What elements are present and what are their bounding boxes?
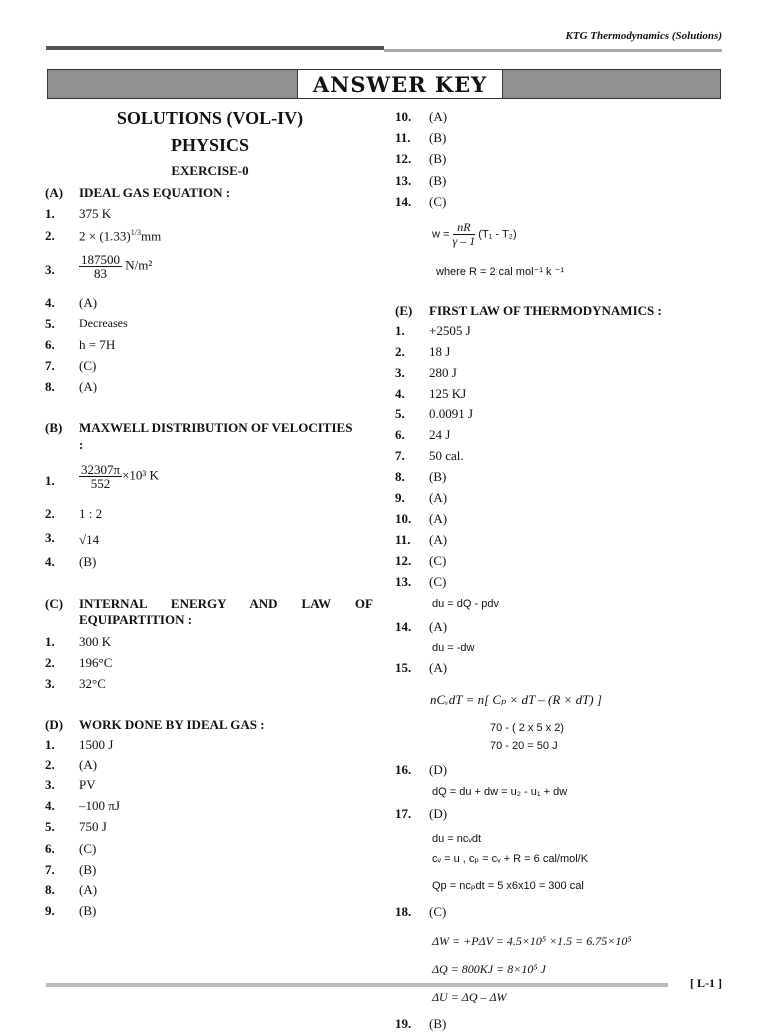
answer-value: (B) [429,151,447,166]
item-number: 6. [45,841,55,856]
item-number: 12. [395,151,412,166]
item-number: 11. [395,130,411,145]
answer-value: (B) [429,130,447,145]
section-e-tag: (E) [395,303,413,318]
section-b-title: MAXWELL DISTRIBUTION OF VELOCITIES [79,420,353,435]
answer-value: (A) [79,757,98,772]
volume-title: SOLUTIONS (VOL-IV) [116,108,304,128]
item-number: 7. [45,862,55,877]
answer-value: (C) [79,358,97,373]
answer-value: 125 KJ [429,386,467,401]
work-formula: w = $\frac{nR}{\gamma - 1}$ (T₁ - T₂) [432,220,517,248]
item-number: 16. [395,762,412,777]
section-d-title: WORK DONE BY IDEAL GAS : [79,717,265,732]
internal-energy-calculation: ΔU = ΔQ – ΔW [432,990,507,1004]
item-number: 2. [45,228,55,243]
item-number: 11. [395,532,411,547]
item-number: 2. [45,757,55,772]
item-number: 3. [45,777,55,792]
item-number: 4. [45,554,55,569]
answer-value: 280 J [429,365,457,380]
item-number: 14. [395,194,412,209]
item-number: 1. [45,473,55,488]
answer-value: –100 πJ [79,798,120,813]
answer-value: (C) [429,194,447,209]
item-number: 3. [45,530,55,545]
answer-value: (C) [429,904,447,919]
answer-fraction: $\frac{32307\pi}{552}$ ×10³ K [81,462,159,491]
item-number: 12. [395,553,412,568]
answer-value: (B) [429,173,447,188]
gas-constant-note: where R = 2 cal mol⁻¹ k ⁻¹ [436,266,565,278]
answer-value: 375 K [79,206,112,221]
answer-value: 750 J [79,819,107,834]
item-number: 1. [45,737,55,752]
item-number: 9. [395,490,405,505]
answer-value: 300 K [79,634,112,649]
solution-step: 70 - 20 = 50 J [490,740,558,752]
solution-step: du = ncᵥdt [432,833,482,845]
answer-fraction: $\frac{187500}{83}$ N/m² [81,252,153,281]
item-number: 19. [395,1016,412,1031]
item-number: 4. [45,798,55,813]
answer-value: $2 \times (1.33)^{1/3}mm$ [79,228,162,244]
page-number: [ L-1 ] [690,976,722,990]
answer-value: (C) [79,841,97,856]
section-c-title-cont: EQUIPARTITION : [79,612,193,627]
item-number: 13. [395,574,412,589]
answer-value: √14 [79,532,100,547]
item-number: 15. [395,660,412,675]
item-number: 1. [45,206,55,221]
first-law-equation: nCᵥdT = n[ Cₚ × dT – (R × dT) ] [430,692,602,707]
section-a-title: IDEAL GAS EQUATION : [79,185,231,200]
item-number: 14. [395,619,412,634]
answer-value: (A) [429,619,448,634]
answer-value: (A) [79,882,98,897]
header-rule-dark [46,46,384,50]
answer-value: 1500 J [79,737,114,752]
item-number: 13. [395,173,412,188]
solution-step: cᵥ = u , cₚ = cᵥ + R = 6 cal/mol/K [432,853,589,865]
answer-value: (A) [429,511,448,526]
answer-value: (A) [429,109,448,124]
item-number: 1. [45,634,55,649]
item-number: 8. [45,379,55,394]
item-number: 2. [45,506,55,521]
exercise-title: EXERCISE-0 [171,163,249,178]
item-number: 4. [45,295,55,310]
section-c-tag: (C) [45,596,64,611]
item-number: 10. [395,109,412,124]
answer-key-banner [47,69,721,99]
solution-step: Qp = ncₚdt = 5 x6x10 = 300 cal [432,880,584,892]
answer-value: 50 cal. [429,448,464,463]
heat-calculation: ΔQ = 800KJ = 8×10⁵ J [432,962,546,976]
section-a-tag: (A) [45,185,64,200]
answer-value: 1 : 2 [79,506,103,521]
answer-value: 32°C [79,676,106,691]
answer-value: 196°C [79,655,113,670]
item-number: 2. [45,655,55,670]
item-number: 3. [45,262,55,277]
answer-value: (A) [79,379,98,394]
item-number: 7. [395,448,405,463]
answer-value: PV [79,777,96,792]
solution-step: 70 - ( 2 x 5 x 2) [490,722,564,734]
answer-value: (B) [79,554,97,569]
answer-value: Decreases [79,316,128,330]
item-number: 4. [395,386,405,401]
item-number: 9. [45,903,55,918]
item-number: 8. [45,882,55,897]
item-number: 7. [45,358,55,373]
section-d-tag: (D) [45,717,64,732]
answer-value: (B) [79,862,97,877]
answer-value: (D) [429,762,448,777]
item-number: 2. [395,344,405,359]
answer-value: 18 J [429,344,451,359]
banner-title: ANSWER KEY [297,69,503,99]
item-number: 1. [395,323,405,338]
solution-note: du = -dw [432,642,475,654]
item-number: 8. [395,469,405,484]
solution-note: du = dQ - pdv [432,598,499,610]
item-number: 10. [395,511,412,526]
answer-value: (C) [429,553,447,568]
running-header: KTG Thermodynamics (Solutions) [565,30,722,42]
section-c-title: INTERNAL ENERGY AND LAW OF [79,596,373,611]
answer-value: (B) [429,469,447,484]
item-number: 18. [395,904,412,919]
answer-value: (A) [429,532,448,547]
answer-value: h = 7H [79,337,116,352]
answer-value: (B) [429,1016,447,1031]
work-calculation: ΔW = +PΔV = 4.5×10⁵ ×1.5 = 6.75×10⁵ [432,934,632,948]
item-number: 6. [395,427,405,442]
item-number: 5. [395,406,405,421]
answer-value: 0.0091 J [429,406,474,421]
item-number: 3. [395,365,405,380]
answer-value: (A) [429,490,448,505]
answer-value: (D) [429,806,448,821]
section-b-tag: (B) [45,420,63,435]
answer-value: (B) [79,903,97,918]
item-number: 17. [395,806,412,821]
answer-value: 24 J [429,427,451,442]
subject-title: PHYSICS [170,135,250,155]
answer-value: (C) [429,574,447,589]
footer-rule [46,983,668,987]
solution-note: dQ = du + dw = u₂ - u₁ + dw [432,786,568,798]
header-rule-light [384,49,722,52]
item-number: 6. [45,337,55,352]
item-number: 3. [45,676,55,691]
item-number: 5. [45,316,55,331]
answer-value: (A) [79,295,98,310]
item-number: 5. [45,819,55,834]
section-b-title-cont: : [79,437,84,452]
answer-value: (A) [429,660,448,675]
section-e-title: FIRST LAW OF THERMODYNAMICS : [429,303,662,318]
answer-value: +2505 J [429,323,471,338]
